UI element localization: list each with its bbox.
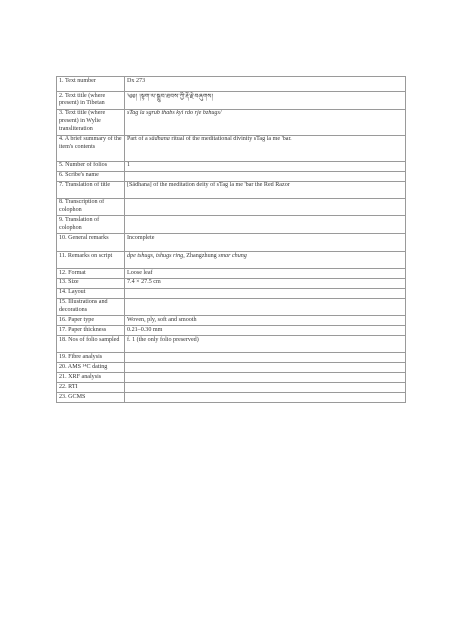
table-row [57, 198, 406, 216]
table-row [57, 161, 406, 171]
table-row [57, 288, 406, 298]
field-label: 1. Text number [57, 77, 125, 92]
field-label: 21. XRF analysis [57, 373, 125, 383]
table-row [57, 326, 406, 336]
field-label: 7. Translation of title [57, 181, 125, 198]
table-row [57, 363, 406, 373]
field-label: 19. Fibre analysis [57, 353, 125, 363]
field-value: [Sādhana] of the meditation deity of sTag la me 'bar the Red Razor [125, 181, 406, 198]
field-value: f. 1 (the only folio preserved) [125, 336, 406, 353]
field-label: 6. Scribe's name [57, 171, 125, 181]
field-value [125, 373, 406, 383]
table-row [57, 383, 406, 393]
field-value [125, 298, 406, 316]
table-row [57, 233, 406, 251]
field-value: Dx 273 [125, 77, 406, 92]
field-label: 20. AMS ¹⁴C dating [57, 363, 125, 373]
field-value [125, 363, 406, 373]
field-label: 3. Text title (where present) in Wylie transliteration [57, 109, 125, 135]
field-label: 5. Number of folios [57, 161, 125, 171]
table-row [57, 268, 406, 278]
field-label: 12. Format [57, 268, 125, 278]
field-value: Incomplete [125, 233, 406, 251]
field-label: 10. General remarks [57, 233, 125, 251]
field-label: 8. Transcription of colophon [57, 198, 125, 216]
field-label: 22. RTI [57, 383, 125, 393]
script-sep: , Zhangzhung [183, 252, 219, 259]
field-value [125, 383, 406, 393]
field-label: 18. Nos of folio sampled [57, 336, 125, 353]
field-value [125, 198, 406, 216]
table-row [57, 171, 406, 181]
field-value: 1 [125, 161, 406, 171]
table-row [57, 393, 406, 403]
table-row [57, 353, 406, 363]
table-row [57, 216, 406, 234]
table-row [57, 316, 406, 326]
field-value [125, 353, 406, 363]
field-label: 4. A brief summary of the item's contents [57, 135, 125, 161]
field-label: 16. Paper type [57, 316, 125, 326]
field-value-wylie: sTag la sgrub thabs kyi rdo rje bzhugs/ [125, 109, 406, 135]
table-row [57, 298, 406, 316]
field-label: 11. Remarks on script [57, 251, 125, 268]
field-label: 9. Translation of colophon [57, 216, 125, 234]
table-row [57, 92, 406, 110]
table-row [57, 77, 406, 92]
table-row [57, 373, 406, 383]
field-value [125, 393, 406, 403]
field-value: 7.4 × 27.5 cm [125, 278, 406, 288]
table-row [57, 135, 406, 161]
field-value: 0.21–0.30 mm [125, 326, 406, 336]
field-label: 2. Text title (where present) in Tibetan [57, 92, 125, 110]
field-label: 23. GCMS [57, 393, 125, 403]
field-value [125, 216, 406, 234]
table-row [57, 251, 406, 268]
table-row [57, 278, 406, 288]
field-value: Woven, ply, soft and smooth [125, 316, 406, 326]
table-row [57, 336, 406, 353]
script-style-2: smar chung [218, 252, 247, 259]
field-value-tibetan: ༄༅། །སྟག་ལ་སྒྲུབ་ཐབས་ཀྱི་རྡོ་རྗེ་བཞུགས། [125, 92, 406, 110]
field-label: 13. Size [57, 278, 125, 288]
summary-suffix: ritual of the meditational divinity sTag la me 'bar. [169, 136, 292, 143]
script-style: dpe tshugs, tshugs ring [127, 252, 184, 259]
catalog-record-table [56, 76, 406, 403]
field-label: 17. Paper thickness [57, 326, 125, 336]
field-value: Loose leaf [125, 268, 406, 278]
summary-term: sādhana [149, 136, 170, 143]
field-value [125, 135, 406, 161]
table-row [57, 181, 406, 198]
field-label: 14. Layout [57, 288, 125, 298]
field-value [125, 251, 406, 268]
field-label: 15. Illustrations and decorations [57, 298, 125, 316]
field-value [125, 171, 406, 181]
summary-prefix: Part of a [127, 136, 150, 143]
field-value [125, 288, 406, 298]
table-row [57, 109, 406, 135]
